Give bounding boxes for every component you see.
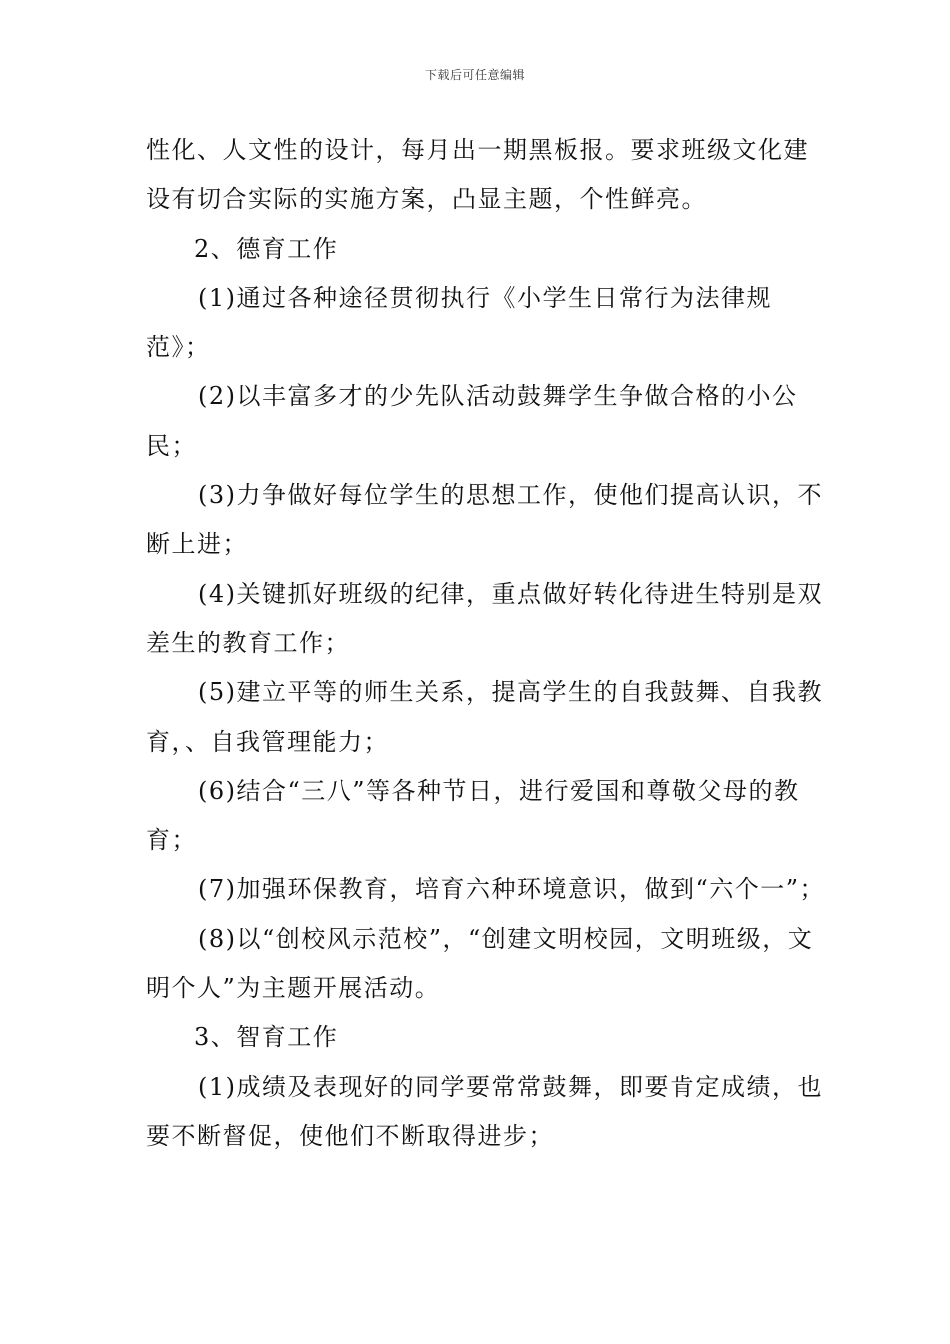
page-header-note: 下载后可任意编辑 [424,68,525,82]
paragraph-intro-continued: 性化、人文性的设计，每月出一期黑板报。要求班级文化建设有切合实际的实施方案，凸显主题，个性鲜亮。 [146,136,809,214]
document-body [146,126,826,1161]
section-heading-moral-education: 2、德育工作 [194,234,339,263]
list-item: (7)加强环保教育，培育六种环境意识，做到“六个一”； [198,875,826,904]
section-heading-intellectual-education: 3、智育工作 [194,1023,339,1052]
list-item: (8)以“创校风示范校”，“创建文明校园，文明班级，文明个人”为主题开展活动。 [146,924,814,1003]
list-item: (6)结合“三八”等各种节日，进行爱国和尊敬父母的教育； [146,776,800,855]
list-item: (5)建立平等的师生关系，提高学生的自我鼓舞、自我教育，、自我管理能力； [146,678,823,756]
list-item: (1)成绩及表现好的同学要常常鼓舞，即要肯定成绩，也要不断督促，使他们不断取得进步； [146,1072,823,1150]
list-item: (3)力争做好每位学生的思想工作，使他们提高认识，不断上进； [146,481,823,559]
list-item: (2)以丰富多才的少先队活动鼓舞学生争做合格的小公民； [146,382,798,460]
list-item: (1)通过各种途径贯彻执行《小学生日常行为法律规范》； [146,283,772,362]
list-item: (4)关键抓好班级的纪律，重点做好转化待进生特别是双差生的教育工作； [146,579,823,657]
